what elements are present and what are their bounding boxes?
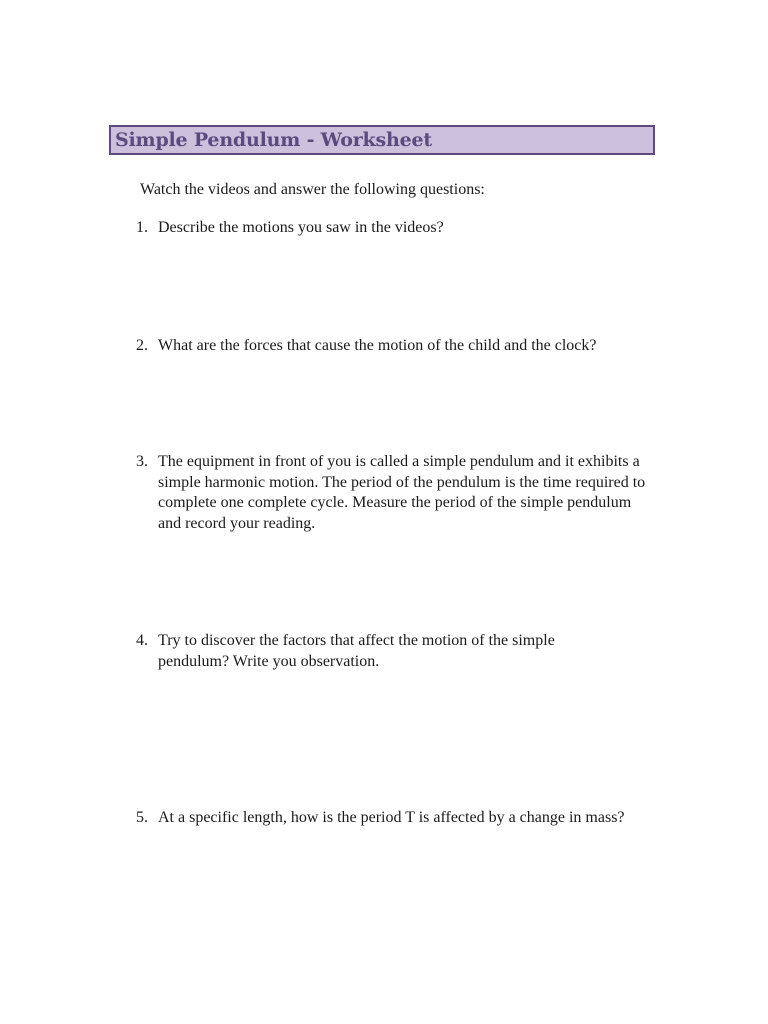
question-number: 3.: [136, 453, 148, 470]
question-2: [136, 336, 676, 357]
question-text: Try to discover the factors that affect the motion of the simple pendulum? Write you observation.: [158, 632, 555, 670]
question-number: 2.: [136, 337, 148, 354]
title-banner: [109, 125, 655, 155]
question-4: [136, 631, 616, 672]
question-1: [136, 218, 676, 239]
instructions-text: Watch the videos and answer the following questions:: [140, 181, 485, 198]
page-title: Simple Pendulum - Worksheet: [115, 129, 432, 151]
question-text: Describe the motions you saw in the videos?: [158, 219, 444, 236]
question-number: 4.: [136, 632, 148, 649]
question-number: 1.: [136, 219, 148, 236]
question-3: [136, 452, 656, 534]
question-5: [136, 808, 636, 829]
question-text: The equipment in front of you is called a simple pendulum and it exhibits a simple harmonic motion. The period of the pendulum is the time required to complete one complete cycle. Measure the period of the simple pendulum and record your reading.: [158, 453, 646, 532]
question-text: At a specific length, how is the period T is affected by a change in mass?: [158, 809, 625, 826]
question-number: 5.: [136, 809, 148, 826]
question-text: What are the forces that cause the motion of the child and the clock?: [158, 337, 597, 354]
